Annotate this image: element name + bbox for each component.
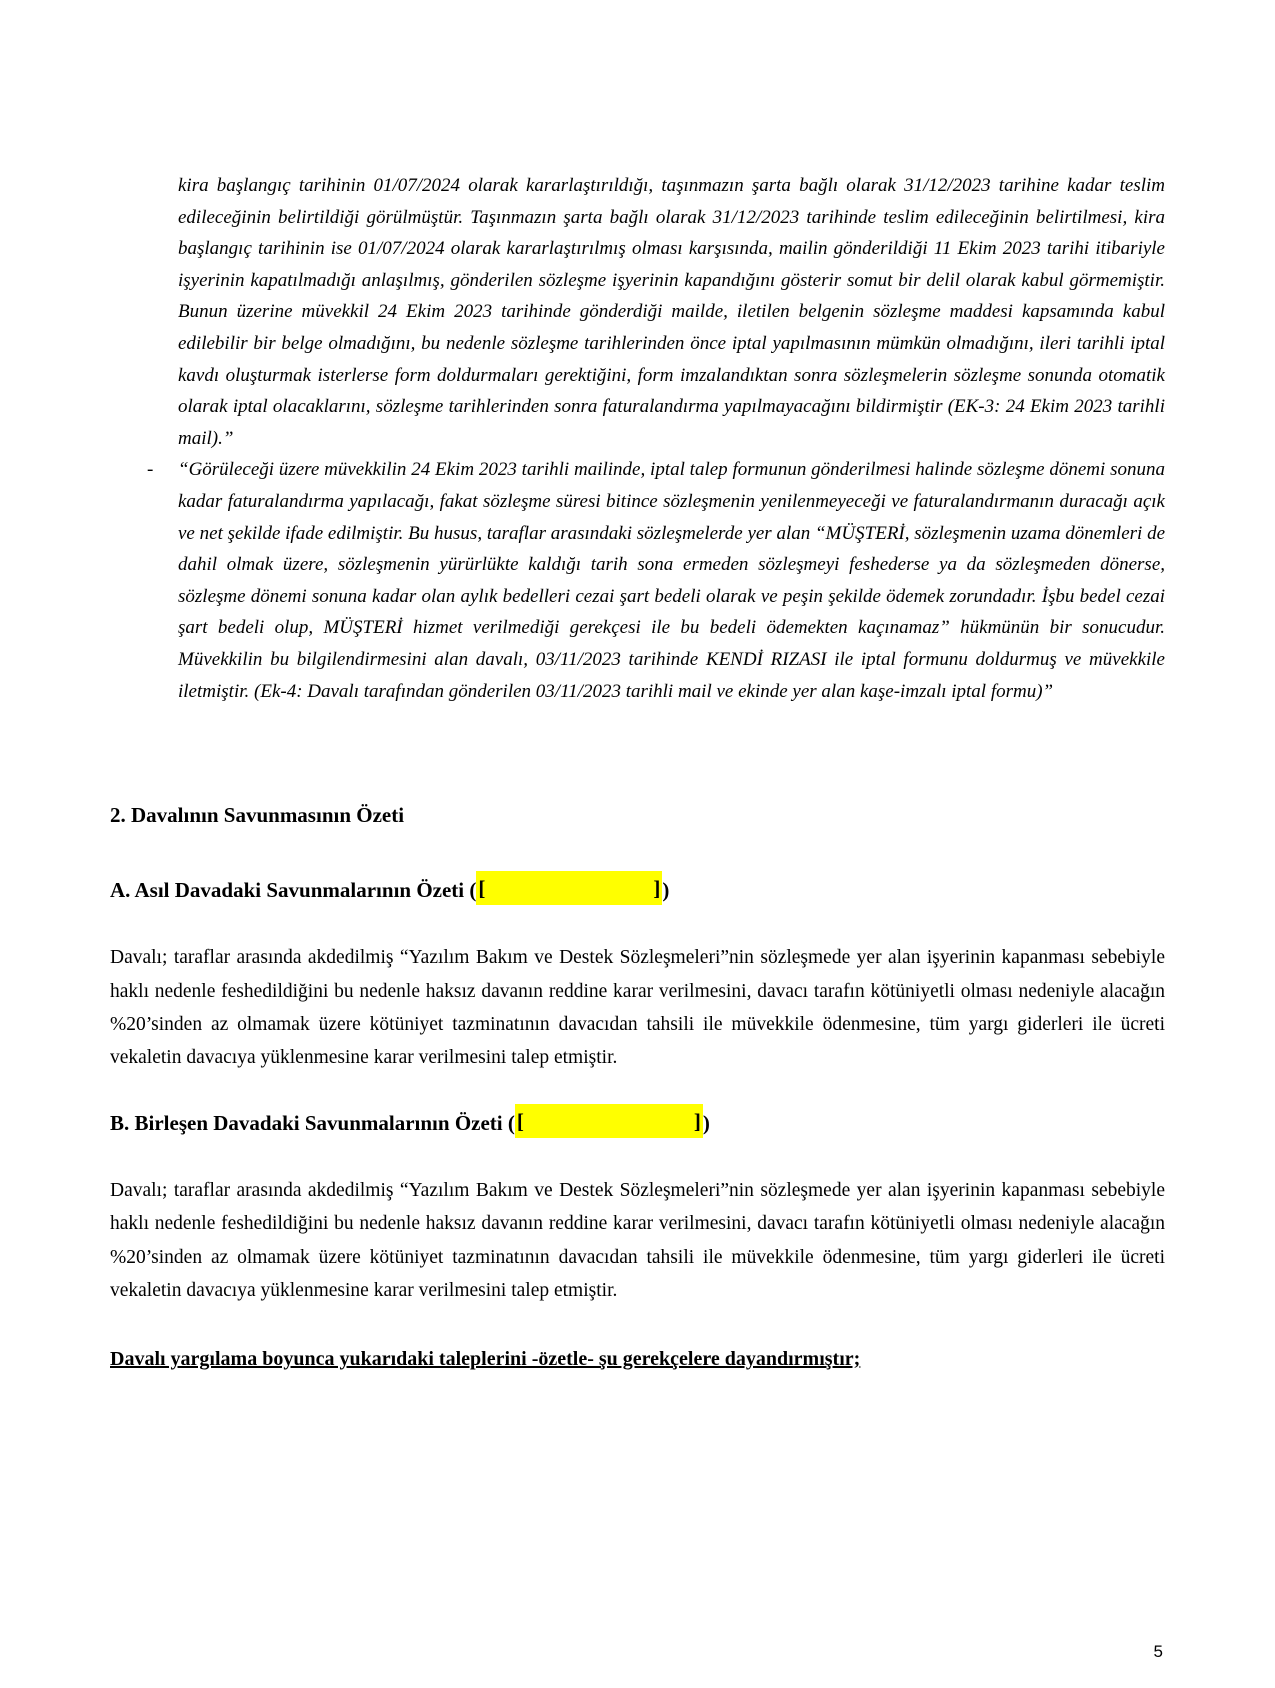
bracket-open: [ — [516, 1108, 524, 1133]
page-number: 5 — [1153, 1642, 1163, 1661]
redaction-highlight-a — [476, 871, 662, 905]
quote-bullet-item — [147, 454, 1165, 707]
quote-paragraph-continuation: kira başlangıç tarihinin 01/07/2024 olarak kararlaştırıldığı, taşınmazın şarta bağlı olarak 31/12/2023 tarihine kadar teslim edileceğinin belirtildiği görülmüştür. Taşınmazın şarta bağlı olarak 31/12/2023 tarihinde teslim edileceğinin belirtilmesi, kira başlangıç tarihinin ise 01/07/2024 olarak kararlaştırılmış olması karşısında, mailin gönderildiği 11 Ekim 2023 tarihi itibariyle işyerinin kapatılmadığı anlaşılmış, gönderilen sözleşme işyerinin kapandığını gösterir somut bir delil olarak kabul görmemiştir. Bunun üzerine müvekkil 24 Ekim 2023 tarihinde gönderdiği mailde, iletilen belgenin sözleşme maddesi kapsamında kabul edilebilir bir belge olmadığını, bu nedenle sözleşme tarihlerinden önce iptal yapılmasının mümkün olmadığını, ileri tarihli iptal kavdı oluşturmak isterlerse form doldurmaları gerektiğini, form imzalandıktan sonra sözleşmelerin sözleşme sonunda otomatik olarak iptal olacaklarını, sözleşme tarihlerinden sonra faturalandırma yapılmayacağını bildirmiştir (EK-3: 24 Ekim 2023 tarihli mail).” — [178, 175, 1165, 449]
section-2-title: 2. Davalının Savunmasının Özeti — [110, 803, 405, 828]
subsection-b-heading-text: B. Birleşen Davadaki Savunmalarının Özeti ( — [110, 1110, 515, 1135]
quote-paragraph-bulleted: “Görüleceği üzere müvekkilin 24 Ekim 2023 tarihli mailinde, iptal talep formunun gönderilmesi halinde sözleşme dönemi sonuna kadar faturalandırma yapılacağı, fakat sözleşme süresi bitince sözleşmenin yenilenmeyeceği ve faturalandırmanın duracağı açık ve net şekilde ifade edilmiştir. Bu husus, taraflar arasındaki sözleşmelerde yer alan “MÜŞTERİ, sözleşmenin uzama dönemleri de dahil olmak üzere, sözleşmenin yürürlükte kaldığı tarih sona ermeden sözleşmeyi feshederse ya da sözleşmeden dönerse, sözleşme dönemi sonuna kadar olan aylık bedelleri cezai şart bedeli olarak ve peşin şekilde ödemek zorundadır. İşbu bedel cezai şart bedeli olup, MÜŞTERİ hizmet verilmediği gerekçesi ile bu bedeli ödemekten kaçınamaz” hükmünün bir sonucudur. Müvekkilin bu bilgilendirmesini alan davalı, 03/11/2023 tarihinde KENDİ RIZASI ile iptal formunu doldurmuş ve müvekkile iletmiştir. (Ek-4: Davalı tarafından gönderilen 03/11/2023 tarihli mail ve ekinde yer alan kaşe-imzalı iptal formu)” — [178, 459, 1165, 702]
subsection-b-heading — [110, 1104, 1165, 1138]
subsection-a-body-paragraph: Davalı; taraflar arasında akdedilmiş “Yazılım Bakım ve Destek Sözleşmeleri”nin sözleşmede yer alan işyerinin kapanması sebebiyle haklı nedenle feshedildiğini bu nedenle haksız davanın reddine karar verilmesini, davacı tarafın kötüniyetli olması nedeniyle alacağın %20’sinden az olmamak üzere kötüniyet tazminatının davacıdan tahsili ile müvekkile ödenmesine, tüm yargı giderleri ile ücreti vekaletin davacıya yüklenmesine karar verilmesini talep etmiştir. — [110, 947, 1165, 1069]
closing-statement: Davalı yargılama boyunca yukarıdaki taleplerini -özetle- şu gerekçelere dayandırmıştır; — [110, 1348, 861, 1371]
quoted-excerpt-block — [147, 170, 1165, 707]
bracket-open: [ — [478, 876, 486, 901]
redaction-highlight-b — [515, 1104, 703, 1138]
subsection-a-heading-suffix: ) — [662, 878, 670, 903]
bullet-dash-marker: - — [147, 459, 154, 481]
redacted-blank-space — [524, 1127, 694, 1128]
bracket-close: ] — [653, 876, 661, 901]
subsection-a-heading — [110, 871, 1165, 905]
subsection-b-body-paragraph: Davalı; taraflar arasında akdedilmiş “Yazılım Bakım ve Destek Sözleşmeleri”nin sözleşmede yer alan işyerinin kapanması sebebiyle haklı nedenle feshedildiğini bu nedenle haksız davanın reddine karar verilmesini, davacı tarafın kötüniyetli olması nedeniyle alacağın %20’sinden az olmamak üzere kötüniyet tazminatının davacıdan tahsili ile müvekkile ödenmesine, tüm yargı giderleri ile ücreti vekaletin davacıya yüklenmesine karar verilmesini talep etmiştir. — [110, 1179, 1165, 1301]
bracket-close: ] — [693, 1108, 701, 1133]
subsection-b-heading-suffix: ) — [702, 1110, 710, 1135]
subsection-a-heading-text: A. Asıl Davadaki Savunmalarının Özeti ( — [110, 878, 477, 903]
redacted-blank-space — [485, 894, 653, 895]
